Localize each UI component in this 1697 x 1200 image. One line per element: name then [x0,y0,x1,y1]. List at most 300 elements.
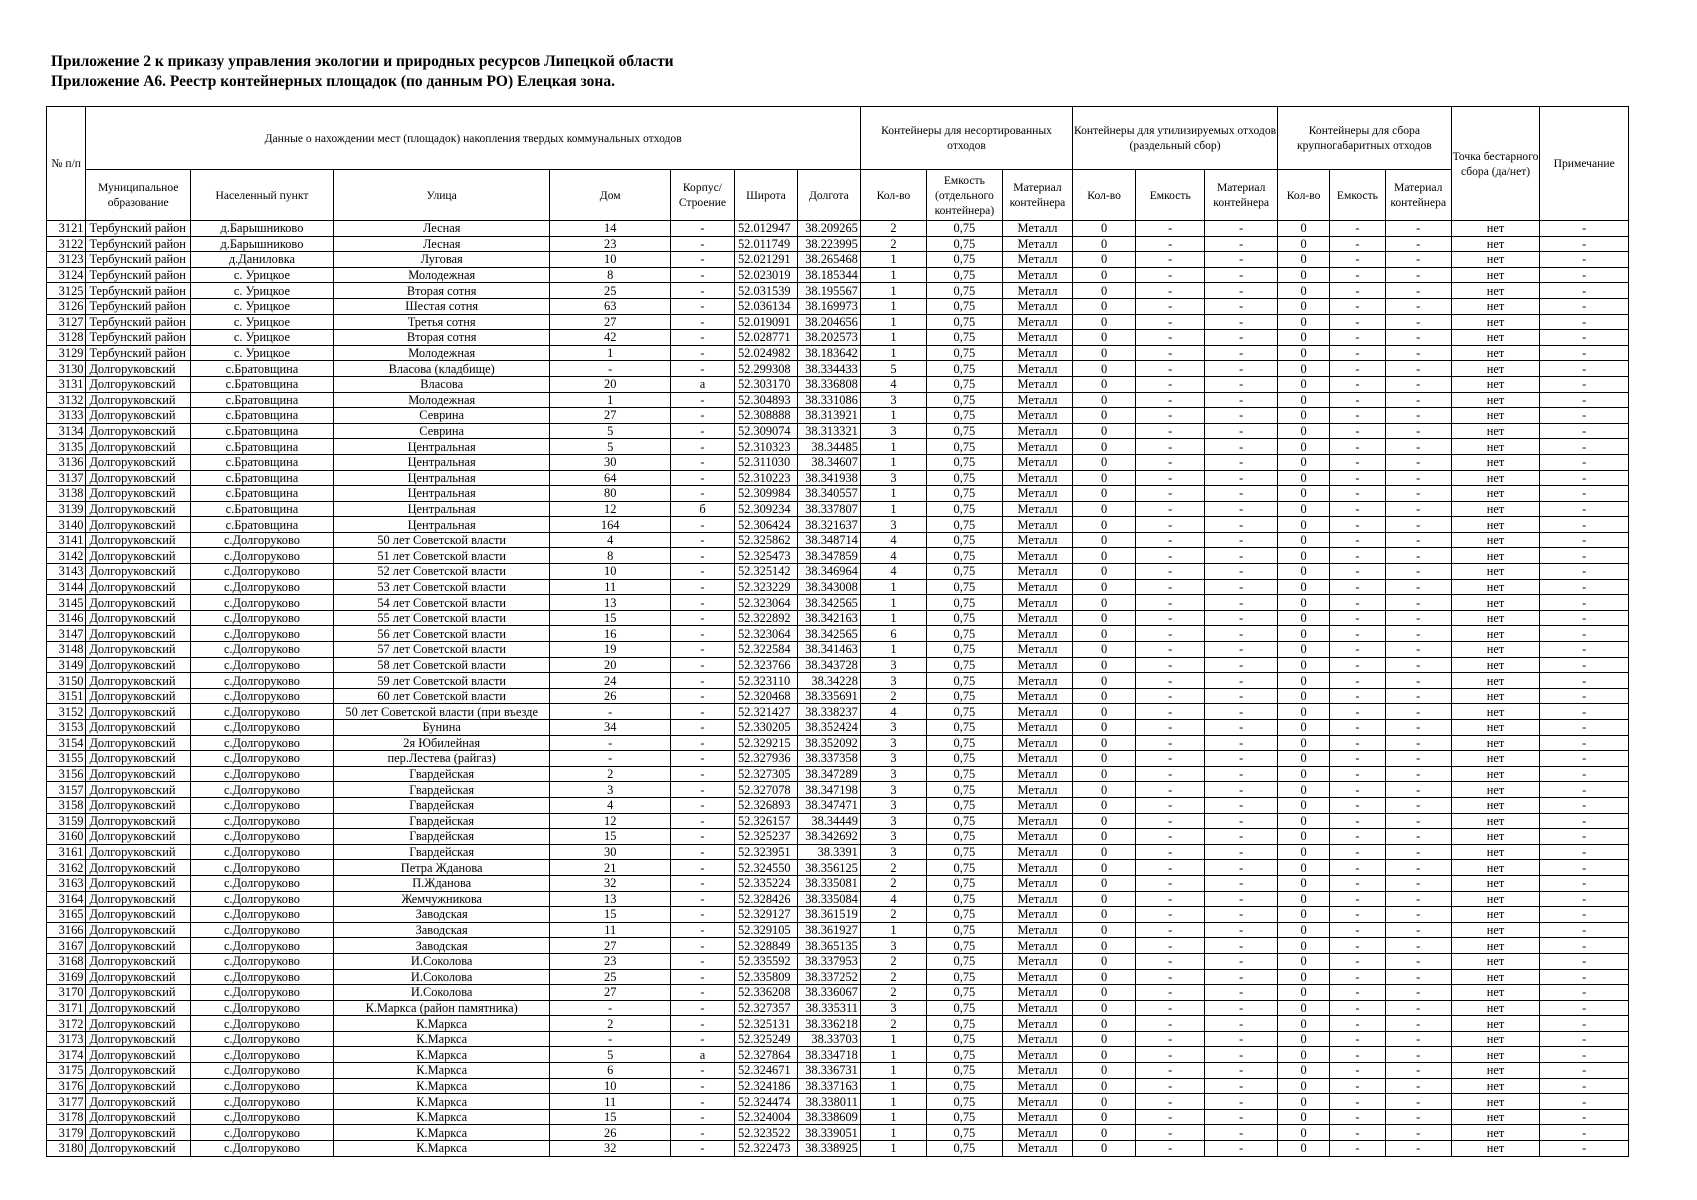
cell-unsorted-capacity: 0,75 [927,408,1003,424]
cell-free-point: нет [1451,642,1540,658]
cell-bulky-capacity: - [1330,829,1385,845]
cell-municipality: Долгоруковский [86,361,191,377]
cell-recyclable-count: 0 [1073,345,1136,361]
cell-house: 19 [550,642,671,658]
cell-building: - [670,252,734,268]
table-row [47,610,1629,626]
cell-bulky-count: 0 [1277,875,1329,891]
table-row [47,252,1629,268]
cell-lat: 52.335224 [734,875,797,891]
cell-bulky-count: 0 [1277,797,1329,813]
cell-unsorted-material: Металл [1002,969,1072,985]
cell-recyclable-capacity: - [1136,408,1205,424]
cell-free-point: нет [1451,673,1540,689]
cell-num: 3165 [47,907,86,923]
table-row [47,548,1629,564]
cell-recyclable-capacity: - [1136,486,1205,502]
cell-lat: 52.326893 [734,797,797,813]
cell-bulky-material: - [1385,782,1451,798]
cell-bulky-count: 0 [1277,564,1329,580]
cell-recyclable-material: - [1205,829,1278,845]
cell-house: 24 [550,673,671,689]
cell-building: - [670,236,734,252]
cell-lat: 52.023019 [734,267,797,283]
cell-bulky-material: - [1385,626,1451,642]
cell-unsorted-material: Металл [1002,985,1072,1001]
cell-unsorted-count: 2 [860,969,926,985]
cell-lat: 52.327078 [734,782,797,798]
cell-bulky-material: - [1385,953,1451,969]
cell-municipality: Долгоруковский [86,1078,191,1094]
cell-unsorted-capacity: 0,75 [927,361,1003,377]
cell-street: Власова [333,376,550,392]
cell-bulky-material: - [1385,860,1451,876]
cell-recyclable-count: 0 [1073,1047,1136,1063]
cell-notes: - [1540,267,1629,283]
cell-bulky-material: - [1385,283,1451,299]
cell-recyclable-capacity: - [1136,953,1205,969]
table-row [47,376,1629,392]
cell-unsorted-capacity: 0,75 [927,595,1003,611]
cell-municipality: Долгоруковский [86,922,191,938]
cell-lon: 38.336067 [797,985,860,1001]
cell-municipality: Долгоруковский [86,844,191,860]
cell-house: 27 [550,314,671,330]
cell-free-point: нет [1451,532,1540,548]
cell-bulky-material: - [1385,891,1451,907]
header-recyclable-count: Кол-во [1073,170,1136,221]
cell-lon: 38.34485 [797,439,860,455]
cell-building: - [670,1016,734,1032]
cell-unsorted-material: Металл [1002,797,1072,813]
cell-house: 5 [550,1047,671,1063]
cell-free-point: нет [1451,735,1540,751]
cell-bulky-material: - [1385,454,1451,470]
cell-bulky-count: 0 [1277,704,1329,720]
cell-recyclable-capacity: - [1136,1078,1205,1094]
table-row [47,735,1629,751]
cell-street: 51 лет Советской власти [333,548,550,564]
cell-bulky-material: - [1385,1125,1451,1141]
cell-recyclable-capacity: - [1136,813,1205,829]
cell-building: - [670,673,734,689]
cell-unsorted-capacity: 0,75 [927,813,1003,829]
cell-settlement: с.Долгоруково [190,1109,333,1125]
cell-unsorted-material: Металл [1002,1141,1072,1157]
cell-building: - [670,766,734,782]
cell-unsorted-material: Металл [1002,330,1072,346]
cell-unsorted-capacity: 0,75 [927,657,1003,673]
cell-bulky-count: 0 [1277,579,1329,595]
cell-building: - [670,922,734,938]
cell-recyclable-count: 0 [1073,470,1136,486]
cell-municipality: Долгоруковский [86,595,191,611]
cell-bulky-count: 0 [1277,392,1329,408]
cell-num: 3139 [47,501,86,517]
cell-free-point: нет [1451,907,1540,923]
header-bulky-capacity: Емкость [1330,170,1385,221]
cell-bulky-count: 0 [1277,813,1329,829]
cell-recyclable-capacity: - [1136,392,1205,408]
cell-unsorted-capacity: 0,75 [927,439,1003,455]
cell-settlement: с.Братовщина [190,408,333,424]
cell-unsorted-material: Металл [1002,657,1072,673]
cell-lon: 38.313921 [797,408,860,424]
cell-bulky-capacity: - [1330,1000,1385,1016]
cell-bulky-capacity: - [1330,720,1385,736]
cell-num: 3168 [47,953,86,969]
cell-bulky-count: 0 [1277,314,1329,330]
cell-settlement: с.Долгоруково [190,751,333,767]
cell-building: - [670,345,734,361]
cell-num: 3145 [47,595,86,611]
cell-bulky-count: 0 [1277,423,1329,439]
cell-house: 15 [550,1109,671,1125]
cell-house: 15 [550,829,671,845]
cell-lat: 52.323064 [734,595,797,611]
cell-free-point: нет [1451,454,1540,470]
cell-recyclable-count: 0 [1073,1125,1136,1141]
cell-municipality: Долгоруковский [86,642,191,658]
table-row [47,891,1629,907]
cell-notes: - [1540,1141,1629,1157]
cell-free-point: нет [1451,953,1540,969]
table-row [47,283,1629,299]
cell-unsorted-capacity: 0,75 [927,579,1003,595]
cell-municipality: Долгоруковский [86,766,191,782]
cell-bulky-count: 0 [1277,595,1329,611]
cell-bulky-material: - [1385,829,1451,845]
cell-settlement: с.Братовщина [190,486,333,502]
cell-recyclable-capacity: - [1136,1109,1205,1125]
cell-bulky-material: - [1385,766,1451,782]
cell-lon: 38.365135 [797,938,860,954]
cell-lat: 52.310223 [734,470,797,486]
cell-unsorted-count: 1 [860,1063,926,1079]
cell-house: 15 [550,610,671,626]
cell-street: 55 лет Советской власти [333,610,550,626]
cell-unsorted-capacity: 0,75 [927,969,1003,985]
cell-street: Заводская [333,907,550,923]
cell-bulky-capacity: - [1330,797,1385,813]
cell-unsorted-capacity: 0,75 [927,392,1003,408]
cell-recyclable-material: - [1205,953,1278,969]
cell-bulky-count: 0 [1277,1016,1329,1032]
cell-settlement: с.Долгоруково [190,610,333,626]
cell-recyclable-count: 0 [1073,1094,1136,1110]
cell-unsorted-material: Металл [1002,735,1072,751]
cell-building: - [670,875,734,891]
cell-settlement: с.Долгоруково [190,844,333,860]
cell-bulky-material: - [1385,579,1451,595]
cell-free-point: нет [1451,1047,1540,1063]
cell-municipality: Долгоруковский [86,1000,191,1016]
cell-bulky-capacity: - [1330,985,1385,1001]
cell-lon: 38.342565 [797,626,860,642]
cell-bulky-capacity: - [1330,953,1385,969]
cell-unsorted-material: Металл [1002,860,1072,876]
cell-municipality: Долгоруковский [86,751,191,767]
cell-recyclable-count: 0 [1073,267,1136,283]
table-row [47,1016,1629,1032]
cell-unsorted-count: 4 [860,548,926,564]
cell-recyclable-count: 0 [1073,532,1136,548]
cell-unsorted-capacity: 0,75 [927,548,1003,564]
cell-bulky-material: - [1385,1000,1451,1016]
cell-unsorted-count: 6 [860,626,926,642]
cell-notes: - [1540,486,1629,502]
cell-street: Гвардейская [333,797,550,813]
cell-building: - [670,408,734,424]
cell-notes: - [1540,1047,1629,1063]
cell-lon: 38.3391 [797,844,860,860]
cell-num: 3174 [47,1047,86,1063]
cell-free-point: нет [1451,797,1540,813]
cell-unsorted-capacity: 0,75 [927,1016,1003,1032]
cell-recyclable-material: - [1205,532,1278,548]
cell-recyclable-count: 0 [1073,657,1136,673]
cell-recyclable-material: - [1205,735,1278,751]
cell-unsorted-capacity: 0,75 [927,1047,1003,1063]
cell-street: 58 лет Советской власти [333,657,550,673]
table-row [47,564,1629,580]
cell-unsorted-count: 1 [860,298,926,314]
cell-unsorted-count: 3 [860,751,926,767]
cell-municipality: Долгоруковский [86,1125,191,1141]
cell-recyclable-capacity: - [1136,454,1205,470]
cell-recyclable-count: 0 [1073,969,1136,985]
cell-lon: 38.33703 [797,1031,860,1047]
cell-unsorted-material: Металл [1002,579,1072,595]
cell-municipality: Тербунский район [86,252,191,268]
cell-street: Центральная [333,454,550,470]
cell-unsorted-material: Металл [1002,564,1072,580]
cell-unsorted-count: 4 [860,532,926,548]
cell-recyclable-capacity: - [1136,860,1205,876]
cell-bulky-capacity: - [1330,766,1385,782]
cell-recyclable-material: - [1205,423,1278,439]
cell-unsorted-count: 3 [860,1000,926,1016]
cell-unsorted-count: 2 [860,236,926,252]
cell-bulky-capacity: - [1330,1078,1385,1094]
cell-unsorted-material: Металл [1002,642,1072,658]
cell-settlement: с.Долгоруково [190,1063,333,1079]
cell-unsorted-capacity: 0,75 [927,330,1003,346]
cell-bulky-count: 0 [1277,517,1329,533]
cell-recyclable-capacity: - [1136,579,1205,595]
cell-recyclable-count: 0 [1073,1109,1136,1125]
cell-house: - [550,361,671,377]
cell-recyclable-material: - [1205,330,1278,346]
cell-unsorted-capacity: 0,75 [927,626,1003,642]
cell-lat: 52.322892 [734,610,797,626]
cell-settlement: с.Долгоруково [190,1047,333,1063]
cell-municipality: Долгоруковский [86,720,191,736]
cell-building: - [670,860,734,876]
cell-recyclable-material: - [1205,797,1278,813]
cell-unsorted-count: 4 [860,704,926,720]
cell-num: 3170 [47,985,86,1001]
cell-bulky-capacity: - [1330,579,1385,595]
cell-num: 3129 [47,345,86,361]
cell-recyclable-material: - [1205,298,1278,314]
cell-free-point: нет [1451,844,1540,860]
table-row [47,454,1629,470]
cell-unsorted-material: Металл [1002,1125,1072,1141]
cell-bulky-count: 0 [1277,1047,1329,1063]
cell-building: - [670,735,734,751]
cell-bulky-material: - [1385,1016,1451,1032]
cell-unsorted-capacity: 0,75 [927,501,1003,517]
cell-municipality: Долгоруковский [86,1063,191,1079]
cell-recyclable-count: 0 [1073,891,1136,907]
cell-street: Гвардейская [333,766,550,782]
cell-num: 3124 [47,267,86,283]
cell-lon: 38.338609 [797,1109,860,1125]
cell-unsorted-count: 5 [860,361,926,377]
cell-house: 20 [550,657,671,673]
cell-lon: 38.34607 [797,454,860,470]
cell-recyclable-material: - [1205,673,1278,689]
cell-lat: 52.329105 [734,922,797,938]
cell-lat: 52.327864 [734,1047,797,1063]
cell-bulky-capacity: - [1330,1047,1385,1063]
cell-municipality: Долгоруковский [86,953,191,969]
cell-lon: 38.335691 [797,688,860,704]
cell-recyclable-count: 0 [1073,751,1136,767]
cell-building: а [670,376,734,392]
cell-bulky-capacity: - [1330,813,1385,829]
cell-building: - [670,1141,734,1157]
cell-municipality: Долгоруковский [86,423,191,439]
cell-bulky-capacity: - [1330,782,1385,798]
cell-recyclable-count: 0 [1073,595,1136,611]
cell-street: Лесная [333,221,550,237]
cell-bulky-capacity: - [1330,361,1385,377]
cell-settlement: с.Долгоруково [190,579,333,595]
cell-lat: 52.329215 [734,735,797,751]
cell-recyclable-capacity: - [1136,891,1205,907]
cell-recyclable-material: - [1205,860,1278,876]
cell-num: 3153 [47,720,86,736]
cell-lat: 52.306424 [734,517,797,533]
cell-unsorted-capacity: 0,75 [927,829,1003,845]
cell-lat: 52.303170 [734,376,797,392]
cell-free-point: нет [1451,221,1540,237]
cell-lon: 38.335311 [797,1000,860,1016]
cell-notes: - [1540,938,1629,954]
cell-num: 3128 [47,330,86,346]
cell-notes: - [1540,548,1629,564]
cell-num: 3157 [47,782,86,798]
cell-house: 80 [550,486,671,502]
cell-bulky-material: - [1385,688,1451,704]
cell-house: 4 [550,532,671,548]
cell-street: К.Маркса [333,1094,550,1110]
cell-unsorted-material: Металл [1002,673,1072,689]
cell-unsorted-material: Металл [1002,688,1072,704]
table-row [47,1031,1629,1047]
cell-recyclable-material: - [1205,376,1278,392]
cell-notes: - [1540,829,1629,845]
cell-recyclable-capacity: - [1136,985,1205,1001]
cell-lat: 52.322584 [734,642,797,658]
cell-house: 21 [550,860,671,876]
cell-unsorted-capacity: 0,75 [927,1094,1003,1110]
cell-building: - [670,283,734,299]
cell-unsorted-count: 3 [860,517,926,533]
cell-recyclable-count: 0 [1073,1078,1136,1094]
cell-recyclable-material: - [1205,439,1278,455]
cell-free-point: нет [1451,361,1540,377]
cell-bulky-capacity: - [1330,236,1385,252]
cell-municipality: Долгоруковский [86,517,191,533]
cell-recyclable-capacity: - [1136,532,1205,548]
cell-lon: 38.352424 [797,720,860,736]
cell-recyclable-count: 0 [1073,408,1136,424]
cell-bulky-material: - [1385,797,1451,813]
cell-unsorted-material: Металл [1002,1094,1072,1110]
cell-municipality: Долгоруковский [86,907,191,923]
cell-house: 14 [550,221,671,237]
cell-unsorted-capacity: 0,75 [927,907,1003,923]
cell-recyclable-count: 0 [1073,423,1136,439]
cell-house: 11 [550,579,671,595]
cell-municipality: Долгоруковский [86,688,191,704]
cell-municipality: Долгоруковский [86,969,191,985]
cell-building: - [670,221,734,237]
cell-settlement: с.Долгоруково [190,1078,333,1094]
cell-recyclable-material: - [1205,1063,1278,1079]
cell-num: 3151 [47,688,86,704]
table-row [47,392,1629,408]
cell-municipality: Долгоруковский [86,392,191,408]
cell-free-point: нет [1451,517,1540,533]
cell-num: 3152 [47,704,86,720]
cell-unsorted-capacity: 0,75 [927,797,1003,813]
cell-house: 26 [550,1125,671,1141]
cell-lon: 38.347859 [797,548,860,564]
cell-lat: 52.028771 [734,330,797,346]
cell-unsorted-material: Металл [1002,298,1072,314]
cell-recyclable-count: 0 [1073,298,1136,314]
cell-notes: - [1540,1016,1629,1032]
cell-bulky-capacity: - [1330,548,1385,564]
cell-bulky-count: 0 [1277,345,1329,361]
cell-unsorted-capacity: 0,75 [927,1125,1003,1141]
cell-street: пер.Лестева (райгаз) [333,751,550,767]
cell-lat: 52.308888 [734,408,797,424]
cell-street: 50 лет Советской власти [333,532,550,548]
cell-bulky-capacity: - [1330,860,1385,876]
cell-municipality: Долгоруковский [86,891,191,907]
cell-settlement: с.Долгоруково [190,922,333,938]
cell-notes: - [1540,221,1629,237]
cell-recyclable-count: 0 [1073,1000,1136,1016]
cell-lon: 38.348714 [797,532,860,548]
cell-street: Центральная [333,439,550,455]
cell-street: 56 лет Советской власти [333,626,550,642]
cell-recyclable-count: 0 [1073,860,1136,876]
cell-lon: 38.337163 [797,1078,860,1094]
cell-recyclable-capacity: - [1136,922,1205,938]
cell-bulky-capacity: - [1330,267,1385,283]
table-row [47,486,1629,502]
cell-bulky-count: 0 [1277,829,1329,845]
cell-building: - [670,486,734,502]
table-header [47,107,1629,221]
cell-recyclable-material: - [1205,720,1278,736]
